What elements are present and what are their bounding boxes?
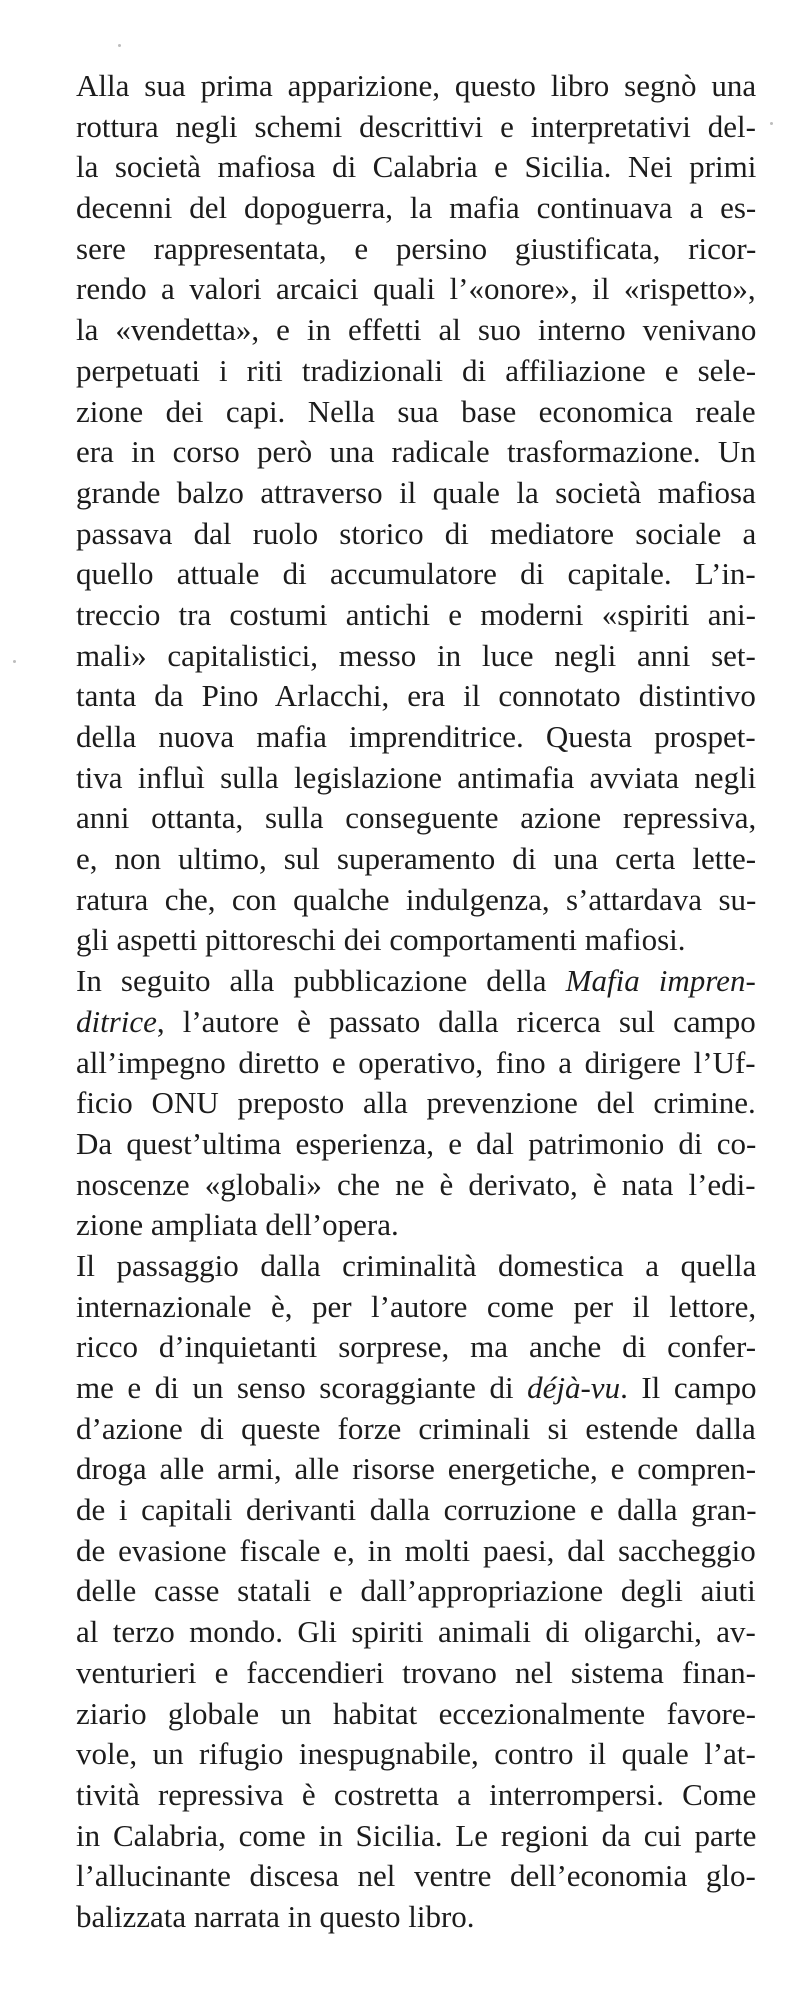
text-line <box>76 1734 756 1775</box>
text-line <box>76 920 756 961</box>
line-text: In seguito alla pubblicazione della <box>76 963 566 999</box>
italic-title-text: Mafia impren- <box>565 963 756 999</box>
line-text: al terzo mondo. Gli spiriti animali di oligarchi, av- <box>76 1614 756 1650</box>
text-line <box>76 961 756 1002</box>
line-text: ziario globale un habitat eccezionalmente favore- <box>76 1695 756 1731</box>
text-line <box>76 188 756 229</box>
line-text: grande balzo attraverso il quale la società mafiosa <box>76 474 756 510</box>
line-text: la «vendetta», e in effetti al suo interno venivano <box>76 312 757 348</box>
text-line <box>76 1449 756 1490</box>
paragraph <box>76 66 756 961</box>
text-line <box>76 636 756 677</box>
text-line <box>76 432 756 473</box>
line-text: rendo a valori arcaici quali l’«onore», il «rispetto», <box>76 271 756 307</box>
paragraph <box>76 1246 756 1938</box>
text-line <box>76 351 756 392</box>
text-line <box>76 147 756 188</box>
line-text: de evasione fiscale e, in molti paesi, dal saccheggio <box>76 1532 756 1568</box>
text-line <box>76 839 756 880</box>
text-line <box>76 758 756 799</box>
line-text: perpetuati i riti tradizionali di affiliazione e sele- <box>76 352 757 388</box>
line-text: anni ottanta, sulla conseguente azione repressiva, <box>76 800 757 836</box>
text-line <box>76 676 756 717</box>
text-line <box>76 269 756 310</box>
text-line <box>76 1775 756 1816</box>
line-text: in Calabria, come in Sicilia. Le regioni da cui parte <box>76 1817 757 1853</box>
text-line <box>76 1612 756 1653</box>
print-speck <box>770 122 773 125</box>
text-line <box>76 1043 756 1084</box>
line-text: droga alle armi, alle risorse energetiche, e compren- <box>76 1451 757 1487</box>
line-text: treccio tra costumi antichi e moderni «spiriti ani- <box>76 596 756 632</box>
line-text: della nuova mafia imprenditrice. Questa prospet- <box>76 719 756 754</box>
line-text: tività repressiva è costretta a interrompersi. Come <box>76 1776 757 1812</box>
line-text: la società mafiosa di Calabria e Sicilia. Nei primi <box>76 149 757 185</box>
line-text: e, non ultimo, sul superamento di una certa lette- <box>76 841 757 877</box>
line-text: venturieri e faccendieri trovano nel sistema finan- <box>76 1654 756 1690</box>
line-text: internazionale è, per l’autore come per il lettore, <box>76 1288 757 1324</box>
line-text: noscenze «globali» che ne è derivato, è nata l’edi- <box>76 1166 756 1202</box>
line-text: , l’autore è passato dalla ricerca sul campo <box>156 1003 756 1039</box>
line-text: de i capitali derivanti dalla corruzione e dalla gran- <box>76 1492 757 1528</box>
line-text: Alla sua prima apparizione, questo libro segnò una <box>76 68 757 103</box>
text-line <box>76 1327 756 1368</box>
line-text: Il passaggio dalla criminalità domestica a quella <box>76 1247 757 1283</box>
text-line <box>76 473 756 514</box>
line-text: vole, un rifugio inespugnabile, contro il quale l’at- <box>76 1736 756 1772</box>
text-line <box>76 229 756 270</box>
print-speck <box>13 660 16 663</box>
line-text: zione ampliata dell’opera. <box>76 1207 399 1243</box>
line-text: mali» capitalistici, messo in luce negli anni set- <box>76 637 756 673</box>
italic-title-text: ditrice <box>76 1003 157 1039</box>
paragraph <box>76 961 756 1246</box>
line-text: . Il campo <box>620 1370 757 1405</box>
line-text: era in corso però una radicale trasformazione. Un <box>76 434 756 470</box>
line-text: tiva influì sulla legislazione antimafia avviata negli <box>76 759 757 795</box>
text-line <box>76 717 756 758</box>
italic-title-text: déjà-vu <box>527 1370 621 1405</box>
text-line <box>76 392 756 433</box>
line-text: sere rappresentata, e persino giustificata, ricor- <box>76 230 757 266</box>
text-line <box>76 1165 756 1206</box>
line-text: l’allucinante discesa nel ventre dell’economia glo- <box>76 1858 756 1894</box>
line-text: tanta da Pino Arlacchi, era il connotato distintivo <box>76 678 756 714</box>
text-line <box>76 1694 756 1735</box>
line-text: passava dal ruolo storico di mediatore sociale a <box>76 515 757 551</box>
text-line <box>76 554 756 595</box>
line-text: zione dei capi. Nella sua base economica reale <box>76 393 756 429</box>
text-line <box>76 1205 756 1246</box>
text-line <box>76 1531 756 1572</box>
line-text: me e di un senso scoraggiante di <box>76 1370 528 1405</box>
text-line <box>76 107 756 148</box>
line-text: decenni del dopoguerra, la mafia continuava a es- <box>76 190 757 226</box>
print-speck <box>118 44 121 47</box>
text-line <box>76 1816 756 1857</box>
line-text: gli aspetti pittoreschi dei comportamenti mafiosi. <box>76 922 686 958</box>
text-line <box>76 1856 756 1897</box>
line-text: Da quest’ultima esperienza, e dal patrimonio di co- <box>76 1125 757 1161</box>
text-line <box>76 1002 756 1043</box>
text-line <box>76 1083 756 1124</box>
text-line <box>76 1124 756 1165</box>
text-line <box>76 1653 756 1694</box>
text-line <box>76 1571 756 1612</box>
text-line <box>76 595 756 636</box>
text-line <box>76 1368 756 1409</box>
line-text: quello attuale di accumulatore di capitale. L’in- <box>76 556 756 592</box>
text-line <box>76 798 756 839</box>
line-text: rottura negli schemi descrittivi e interpretativi del- <box>76 108 756 144</box>
line-text: d’azione di queste forze criminali si estende dalla <box>76 1410 756 1446</box>
text-line <box>76 66 756 107</box>
text-line <box>76 1287 756 1328</box>
text-line <box>76 1246 756 1287</box>
text-line <box>76 880 756 921</box>
line-text: balizzata narrata in questo libro. <box>76 1898 475 1934</box>
line-text: ratura che, con qualche indulgenza, s’attardava su- <box>76 881 757 917</box>
text-line <box>76 514 756 555</box>
line-text: delle casse statali e dall’appropriazione degli aiuti <box>76 1573 756 1609</box>
text-line <box>76 1409 756 1450</box>
text-line <box>76 1490 756 1531</box>
text-line <box>76 1897 756 1938</box>
line-text: all’impegno diretto e operativo, fino a dirigere l’Uf- <box>76 1044 756 1080</box>
line-text: ricco d’inquietanti sorprese, ma anche di confer- <box>76 1329 757 1365</box>
text-line <box>76 310 756 351</box>
blurb-text <box>76 66 756 1938</box>
line-text: ficio ONU preposto alla prevenzione del crimine. <box>76 1085 756 1121</box>
